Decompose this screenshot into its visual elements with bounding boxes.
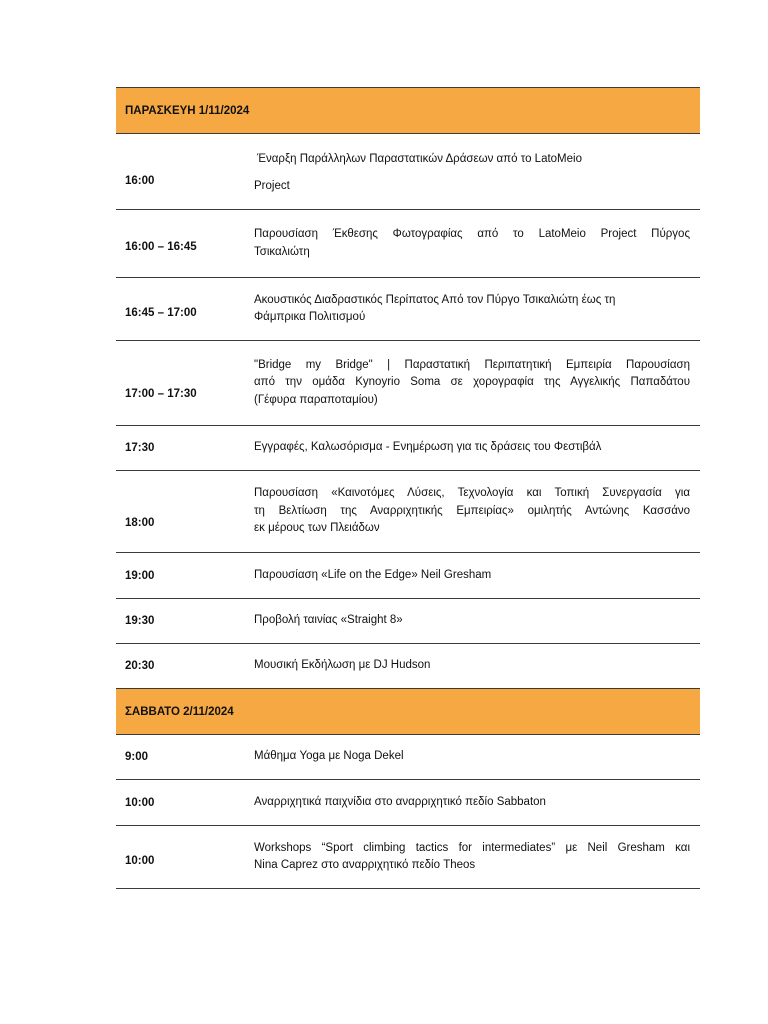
description-line: Φάμπρικα Πολιτισμού bbox=[254, 311, 366, 323]
description-line: Project bbox=[254, 180, 290, 192]
time-cell: 17:00 – 17:30 bbox=[125, 388, 197, 400]
time-cell: 18:00 bbox=[125, 516, 155, 529]
table-row bbox=[116, 735, 700, 780]
time-cell: 20:30 bbox=[125, 660, 155, 672]
table-row bbox=[116, 471, 700, 553]
day-header-friday bbox=[116, 88, 700, 134]
time-cell: 16:00 – 16:45 bbox=[125, 240, 197, 253]
time-cell: 17:30 bbox=[125, 442, 155, 454]
description-cell bbox=[254, 426, 700, 470]
time-cell: 16:00 bbox=[125, 174, 155, 187]
time-cell: 19:00 bbox=[125, 569, 155, 582]
day-header-saturday bbox=[116, 689, 700, 735]
description-cell bbox=[254, 278, 700, 340]
table-row bbox=[116, 134, 700, 210]
description-line: Παρουσίαση «Life on the Edge» Neil Gresham bbox=[254, 568, 492, 581]
table-row bbox=[116, 644, 700, 689]
description-cell bbox=[254, 599, 700, 643]
description-line: "Bridge my Bridge" | Παραστατική Περιπατητική Εμπειρία Παρουσίαση bbox=[254, 358, 690, 371]
description-line: Μουσική Εκδήλωση με DJ Hudson bbox=[254, 659, 431, 672]
description-line: Ακουστικός Διαδραστικός Περίπατος Από τον Πύργο Τσικαλιώτη έως τη bbox=[254, 293, 616, 306]
schedule-table bbox=[116, 87, 700, 889]
description-line: (Γέφυρα παραποταμίου) bbox=[254, 393, 378, 406]
description-cell bbox=[254, 471, 700, 552]
description-line: εκ μέρους των Πλειάδων bbox=[254, 522, 380, 535]
description-line: τη Βελτίωση της Αναρριχητικής Εμπειρίας» ομιλητής Αντώνης Κασσάνο bbox=[254, 504, 690, 517]
time-cell: 16:45 – 17:00 bbox=[125, 307, 197, 319]
description-line: Workshops “Sport climbing tactics for intermediates” με Neil Gresham και bbox=[254, 841, 690, 854]
table-row bbox=[116, 826, 700, 889]
time-cell: 10:00 bbox=[125, 855, 155, 867]
description-cell bbox=[254, 780, 700, 825]
time-cell: 10:00 bbox=[125, 796, 155, 809]
description-cell bbox=[254, 341, 700, 425]
description-cell bbox=[254, 134, 700, 209]
description-line: Τσικαλιώτη bbox=[254, 245, 310, 258]
table-row bbox=[116, 553, 700, 599]
day-label: ΠΑΡΑΣΚΕΥΗ 1/11/2024 bbox=[125, 104, 250, 117]
description-cell bbox=[254, 210, 700, 277]
day-label: ΣΑΒΒΑΤΟ 2/11/2024 bbox=[125, 705, 234, 718]
description-line: Αναρριχητικά παιχνίδια στο αναρριχητικό πεδίο Sabbaton bbox=[254, 795, 546, 808]
table-row bbox=[116, 210, 700, 278]
time-cell: 19:30 bbox=[125, 615, 155, 627]
description-line: Παρουσίαση «Καινοτόμες Λύσεις, Τεχνολογία και Τοπική Συνεργασία για bbox=[254, 487, 690, 500]
description-cell bbox=[254, 826, 700, 888]
description-line: από την ομάδα Kynoyrio Soma σε χορογραφία της Αγγελικής Παπαδάτου bbox=[254, 376, 690, 389]
description-cell bbox=[254, 644, 700, 688]
description-line: Εγγραφές, Καλωσόρισμα - Ενημέρωση για τις δράσεις του Φεστιβάλ bbox=[254, 441, 602, 454]
description-line: Έναρξη Παράλληλων Παραστατικών Δράσεων από το LatoMeio bbox=[257, 153, 582, 165]
table-row bbox=[116, 341, 700, 426]
description-cell bbox=[254, 553, 700, 598]
description-cell bbox=[254, 735, 700, 779]
table-row bbox=[116, 278, 700, 341]
table-row bbox=[116, 426, 700, 471]
description-line: Παρουσίαση Έκθεσης Φωτογραφίας από το LatoMeio Project Πύργος bbox=[254, 228, 690, 240]
description-line: Nina Caprez στο αναρριχητικό πεδίο Theos bbox=[254, 859, 476, 871]
table-row bbox=[116, 780, 700, 826]
table-row bbox=[116, 599, 700, 644]
description-line: Μάθημα Yoga με Noga Dekel bbox=[254, 750, 404, 763]
description-line: Προβολή ταινίας «Straight 8» bbox=[254, 614, 403, 627]
time-cell: 9:00 bbox=[125, 751, 149, 763]
